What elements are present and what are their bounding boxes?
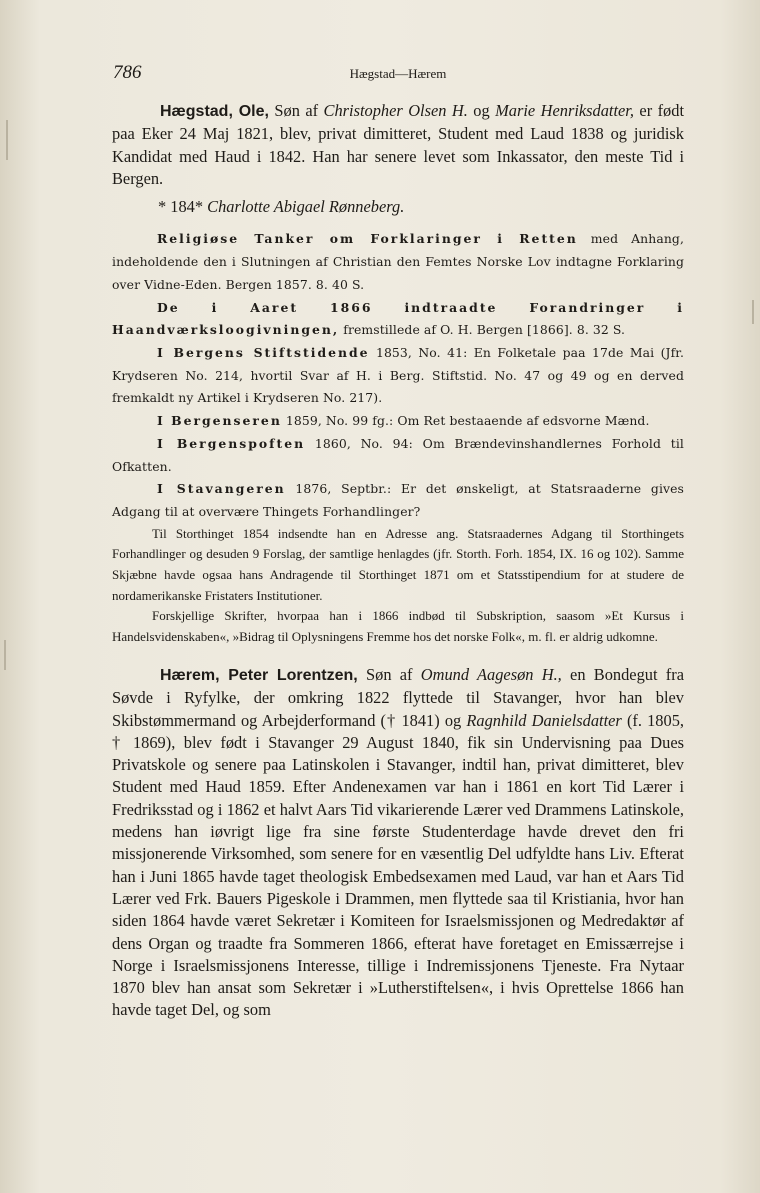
spouse-line: * 184* Charlotte Abigael Rønneberg. <box>158 197 405 217</box>
spouse-name: Charlotte Abigael Rønneberg. <box>207 197 405 217</box>
bib-item: I Bergens Stiftstidende 1853, No. 41: En Folketale paa 17de Mai (Jfr. Krydseren No. 214, hvortil Svar af H. i Berg. Stiftstid. No. 47 og 49 og en derved fremkaldt ny Artikel i Krydseren No. 217). <box>112 345 684 406</box>
entry-name: Hærem, Peter Lorentzen, <box>160 667 358 684</box>
note-paragraph: Til Storthinget 1854 indsendte han en Adresse ang. Statsraadernes Adgang til Storthingets Forhandlinger og desuden 9 Forslag, der samtlige henlagdes (jfr. Storth. Forh. 1854, IX. 16 og 102). Samme Skjæbne havde ogsaa hans Andragende til Storthinget 1871 om et Statsstipendium for at studere de nordamerikanske Fristaters Institutioner. <box>112 525 684 603</box>
bib-item: I Stavangeren 1876, Septbr.: Er det ønskeligt, at Statsraaderne gives Adgang til at overvære Thingets Forhandlinger? <box>112 481 685 519</box>
bibliography <box>112 228 684 523</box>
entry-haerem <box>112 664 684 1022</box>
page-edge-mark <box>752 300 754 324</box>
bib-item: I Bergenseren 1859, No. 99 fg.: Om Ret bestaaende af edsvorne Mænd. <box>157 413 650 429</box>
entry-paragraph: Hægstad, Ole, Søn af Christopher Olsen H. og Marie Henriksdatter, er født paa Eker 24 Maj 1821, blev, privat dimitteret, Student med Laud 1838 og juridisk Kandidat med Haud i 1842. Han har senere levet som Inkassator, den meste Tid i Bergen. <box>112 101 684 188</box>
page-number: 786 <box>113 62 142 83</box>
entry-haegstad <box>112 100 684 648</box>
page-edge-mark <box>6 120 8 160</box>
note-paragraph: Forskjellige Skrifter, hvorpaa han i 1866 indbød til Subskription, saasom »Et Kursus i Handelsvidenskaben«, »Bidrag til Oplysningens Fremme hos det norske Folk«, m. fl. er aldrig udkomne. <box>112 608 684 645</box>
mother-name: Ragnhild Danielsdatter <box>466 710 622 730</box>
bib-item: I Bergenspoften 1860, No. 94: Om Brændevinshandlernes Forhold til Ofkatten. <box>112 435 684 474</box>
running-head: Hægstad—Hærem <box>349 66 447 81</box>
father-name: Omund Aagesøn H., <box>420 665 562 684</box>
page-header <box>113 62 683 86</box>
entry-paragraph: Hærem, Peter Lorentzen, Søn af Omund Aagesøn H., en Bondegut fra Søvde i Ryfylke, der omkring 1822 flyttede til Stavanger, hvor han blev Skibstømmermand og Arbejderformand († 1841) og Ragnhild Danielsdatter (f. 1805, † 1869), blev født i Stavanger 29 August 1840, fik sin Undervisning paa Dues Privatskole og senere paa Latinskolen i Stavanger, indtil han, privat dimitteret, blev Student med Haud 1859. Efter Andenexamen var han i 1861 en kort Tid Lærer i Fredriksstad og i 1862 et halvt Aars Tid vikarierende Lærer ved Drammens Latinskole, medens han iøvrigt lige fra sine første Studenterdage havde drevet den fri missjonerende Virksomhed, som senere for en væsentlig Del udfyldte hans Liv. Efterat han i Juni 1865 havde taget theologisk Embedsexamen med Laud, var han et Aars Tid Lærer ved Frk. Bauers Pigeskole i Drammen, men flyttede saa til Kristiania, hvor han siden 1864 havde været Sekretær i Komiteen for Israelsmissjonen og Medredaktør af dens Organ og traadte fra Sommeren 1866, efterat have foretaget en Emissærrejse i Norge i Israelsmissjonens Interesse, tillige i Indremissjonens Tjeneste. Fra Nytaar 1870 blev han ansat som Sekretær i »Lutherstiftelsen«, i hvis Oprettelse 1866 han havde taget Del, og som <box>112 665 684 1020</box>
father-name: Christopher Olsen H. <box>323 101 468 120</box>
entry-name: Hægstad, Ole, <box>160 103 269 120</box>
mother-name: Marie Henriksdatter, <box>495 101 634 120</box>
notes <box>112 524 684 648</box>
bib-item: Religiøse Tanker om Forklaringer i Retten med Anhang, indeholdende den i Slutningen af Christian den Femtes Norske Lov indtagne Forklaring over Vidne-Eden. Bergen 1857. 8. 40 S. <box>112 231 684 292</box>
bib-item: De i Aaret 1866 indtraadte Forandringer i Haandværksloogivningen, fremstillede af O. H. Bergen [1866]. 8. 32 S. <box>112 299 684 338</box>
page-edge-mark <box>4 640 6 670</box>
